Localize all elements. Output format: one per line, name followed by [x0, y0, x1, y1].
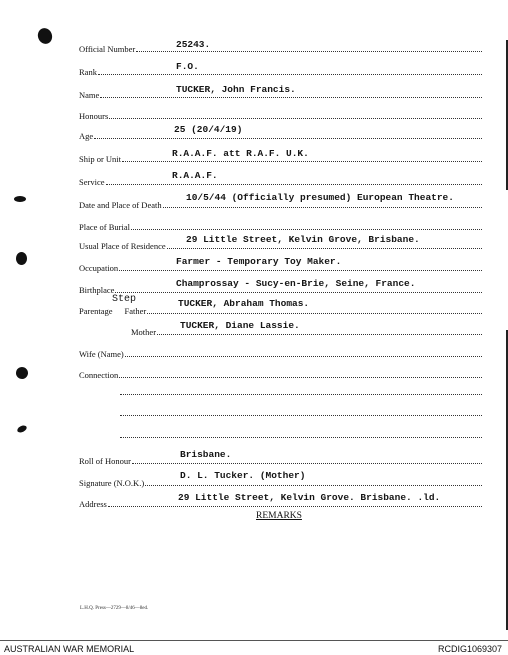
- leader-dots: [108, 505, 482, 507]
- rank-value: F.O.: [176, 61, 199, 72]
- leader-dots: [122, 160, 482, 162]
- connection-label: Connection: [79, 370, 119, 380]
- wife-label: Wife (Name): [79, 349, 124, 359]
- birthplace-value: Champrossay - Sucy-en-Brie, Seine, France.: [176, 278, 416, 289]
- roll-row: [79, 452, 482, 466]
- occupation-label: Occupation: [79, 263, 119, 273]
- connection-line-4: [120, 436, 482, 438]
- connection-row: [79, 366, 482, 380]
- printer-imprint: L.H.Q. Press—2729—8/46—8ed.: [80, 606, 149, 611]
- residence-value: 29 Little Street, Kelvin Grove, Brisbane.: [186, 234, 420, 245]
- official-number-label: Official Number: [79, 44, 136, 54]
- name-label: Name: [79, 90, 100, 100]
- connection-line-2: [120, 393, 482, 395]
- leader-dots: [94, 137, 482, 139]
- residence-label: Usual Place of Residence: [79, 241, 166, 251]
- father-label: Father: [124, 306, 147, 316]
- address-value: 29 Little Street, Kelvin Grove. Brisbane. .ld.: [178, 492, 441, 503]
- honours-row: [79, 107, 482, 121]
- mother-value: TUCKER, Diane Lassie.: [180, 320, 300, 331]
- footer-record-id: RCDIG1069307: [437, 644, 502, 654]
- burial-row: [79, 218, 482, 232]
- leader-dots: [132, 462, 482, 464]
- signature-value: D. L. Tucker. (Mother): [180, 470, 306, 481]
- leader-dots: [106, 183, 483, 185]
- leader-dots: [163, 206, 482, 208]
- leader-dots: [100, 96, 482, 98]
- leader-dots: [119, 376, 482, 378]
- leader-dots: [147, 312, 482, 314]
- father-value: TUCKER, Abraham Thomas.: [178, 298, 310, 309]
- mother-label: Mother: [131, 327, 157, 337]
- parentage-label: Parentage: [79, 306, 113, 316]
- footer-archive-name: AUSTRALIAN WAR MEMORIAL: [4, 644, 135, 654]
- remarks-heading: REMARKS: [256, 511, 302, 521]
- official-number-value: 25243.: [176, 39, 211, 50]
- leader-dots: [136, 50, 482, 52]
- leader-dots: [125, 355, 482, 357]
- ship-label: Ship or Unit: [79, 154, 122, 164]
- burial-label: Place of Burial: [79, 222, 130, 232]
- rank-label: Rank: [79, 67, 97, 77]
- death-value: 10/5/44 (Officially presumed) European Theatre.: [186, 192, 454, 203]
- rank-row: [79, 63, 482, 77]
- official-number-row: [79, 40, 482, 54]
- roll-value: Brisbane.: [180, 449, 232, 460]
- punch-mark-death: [14, 196, 26, 202]
- archive-footer: [0, 640, 508, 655]
- address-label: Address: [79, 499, 107, 509]
- leader-dots: [98, 73, 482, 75]
- service-value: R.A.A.F.: [172, 170, 218, 181]
- connection-line-3: [120, 414, 482, 416]
- punch-hole-top: [36, 26, 55, 46]
- wife-row: [79, 345, 482, 359]
- age-value: 25 (20/4/19): [174, 124, 243, 135]
- step-note: Step: [112, 294, 137, 305]
- birthplace-label: Birthplace: [79, 285, 115, 295]
- death-label: Date and Place of Death: [79, 200, 162, 210]
- occupation-value: Farmer - Temporary Toy Maker.: [176, 256, 342, 267]
- punch-mark-bottom: [16, 424, 28, 434]
- ship-value: R.A.A.F. att R.A.F. U.K.: [172, 148, 309, 159]
- leader-dots: [167, 247, 482, 249]
- punch-hole-lower: [14, 365, 30, 381]
- signature-label: Signature (N.O.K.): [79, 478, 145, 488]
- leader-dots: [115, 291, 482, 293]
- service-label: Service: [79, 177, 105, 187]
- age-label: Age: [79, 131, 94, 141]
- punch-hole-middle: [16, 252, 27, 265]
- leader-dots: [119, 269, 482, 271]
- age-row: [79, 127, 482, 141]
- leader-dots: [145, 484, 482, 486]
- leader-dots: [131, 228, 482, 230]
- leader-dots: [109, 117, 482, 119]
- honours-label: Honours: [79, 111, 109, 121]
- name-value: TUCKER, John Francis.: [176, 84, 296, 95]
- service-row: [79, 173, 482, 187]
- roll-label: Roll of Honour: [79, 456, 131, 466]
- leader-dots: [157, 333, 482, 335]
